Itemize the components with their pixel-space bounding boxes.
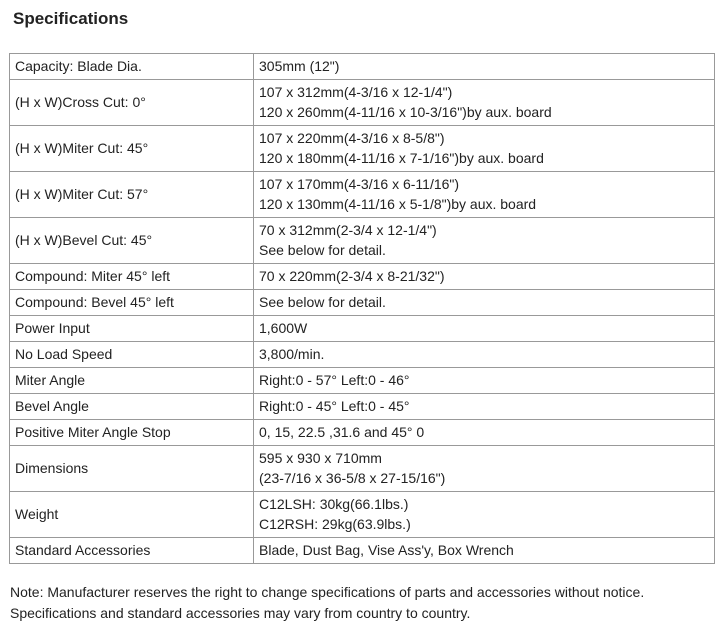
table-row: [10, 80, 715, 126]
spec-value-line: See below for detail.: [259, 242, 386, 258]
table-row: [10, 290, 715, 316]
spec-value: [254, 446, 715, 492]
spec-value-line: 107 x 170mm(4-3/16 x 6-11/16"): [259, 176, 460, 192]
spec-label: Compound: Miter 45° left: [10, 264, 254, 290]
spec-label: Capacity: Blade Dia.: [10, 54, 254, 80]
spec-value: [254, 342, 715, 368]
table-row: [10, 316, 715, 342]
table-row: [10, 264, 715, 290]
spec-label: Bevel Angle: [10, 394, 254, 420]
spec-value-line: See below for detail.: [259, 294, 386, 310]
page-title: Specifications: [13, 9, 129, 28]
spec-value: [254, 218, 715, 264]
spec-value-line: 595 x 930 x 710mm: [259, 450, 382, 466]
spec-value-line: C12LSH: 30kg(66.1lbs.): [259, 496, 409, 512]
spec-value-line: 120 x 180mm(4-11/16 x 7-1/16")by aux. board: [259, 150, 544, 166]
spec-label: Standard Accessories: [10, 538, 254, 564]
spec-value-line: Blade, Dust Bag, Vise Ass'y, Box Wrench: [259, 542, 514, 558]
spec-value-line: 107 x 220mm(4-3/16 x 8-5/8"): [259, 130, 445, 146]
table-row: [10, 54, 715, 80]
spec-label: Compound: Bevel 45° left: [10, 290, 254, 316]
spec-value-line: 0, 15, 22.5 ,31.6 and 45° 0: [259, 424, 425, 440]
spec-label: Weight: [10, 492, 254, 538]
spec-value-line: 120 x 130mm(4-11/16 x 5-1/8")by aux. board: [259, 196, 537, 212]
spec-value-line: Right:0 - 57° Left:0 - 46°: [259, 372, 410, 388]
table-row: [10, 368, 715, 394]
spec-value: [254, 538, 715, 564]
spec-label: (H x W)Miter Cut: 57°: [10, 172, 254, 218]
spec-value: [254, 420, 715, 446]
spec-value: [254, 492, 715, 538]
spec-value-line: 305mm (12"): [259, 58, 340, 74]
table-row: [10, 492, 715, 538]
table-row: [10, 420, 715, 446]
footnote-line: Note: Manufacturer reserves the right to change specifications of parts and accessories without notice.: [10, 584, 645, 600]
spec-value: [254, 394, 715, 420]
spec-value: [254, 54, 715, 80]
spec-value-line: 1,600W: [259, 320, 308, 336]
spec-value: [254, 80, 715, 126]
spec-label: No Load Speed: [10, 342, 254, 368]
spec-value-line: 70 x 220mm(2-3/4 x 8-21/32"): [259, 268, 445, 284]
table-row: [10, 172, 715, 218]
spec-value-line: C12RSH: 29kg(63.9lbs.): [259, 516, 411, 532]
spec-value: [254, 264, 715, 290]
table-row: [10, 126, 715, 172]
spec-value: [254, 368, 715, 394]
spec-value-line: (23-7/16 x 36-5/8 x 27-15/16"): [259, 470, 446, 486]
spec-label: Positive Miter Angle Stop: [10, 420, 254, 446]
table-row: [10, 446, 715, 492]
table-row: [10, 538, 715, 564]
table-row: [10, 342, 715, 368]
footnote-line: Specifications and standard accessories may vary from country to country.: [10, 605, 471, 621]
spec-value: [254, 126, 715, 172]
spec-value: [254, 316, 715, 342]
spec-value-line: 3,800/min.: [259, 346, 325, 362]
spec-label: (H x W)Bevel Cut: 45°: [10, 218, 254, 264]
spec-label: (H x W)Cross Cut: 0°: [10, 80, 254, 126]
spec-value: [254, 290, 715, 316]
spec-value-line: Right:0 - 45° Left:0 - 45°: [259, 398, 410, 414]
spec-label: Miter Angle: [10, 368, 254, 394]
table-row: [10, 218, 715, 264]
table-row: [10, 394, 715, 420]
spec-value: [254, 172, 715, 218]
footnote: [10, 582, 722, 624]
spec-label: Dimensions: [10, 446, 254, 492]
specifications-table: [9, 53, 715, 564]
spec-value-line: 70 x 312mm(2-3/4 x 12-1/4"): [259, 222, 437, 238]
spec-value-line: 120 x 260mm(4-11/16 x 10-3/16")by aux. board: [259, 104, 552, 120]
spec-label: (H x W)Miter Cut: 45°: [10, 126, 254, 172]
spec-label: Power Input: [10, 316, 254, 342]
spec-value-line: 107 x 312mm(4-3/16 x 12-1/4"): [259, 84, 453, 100]
